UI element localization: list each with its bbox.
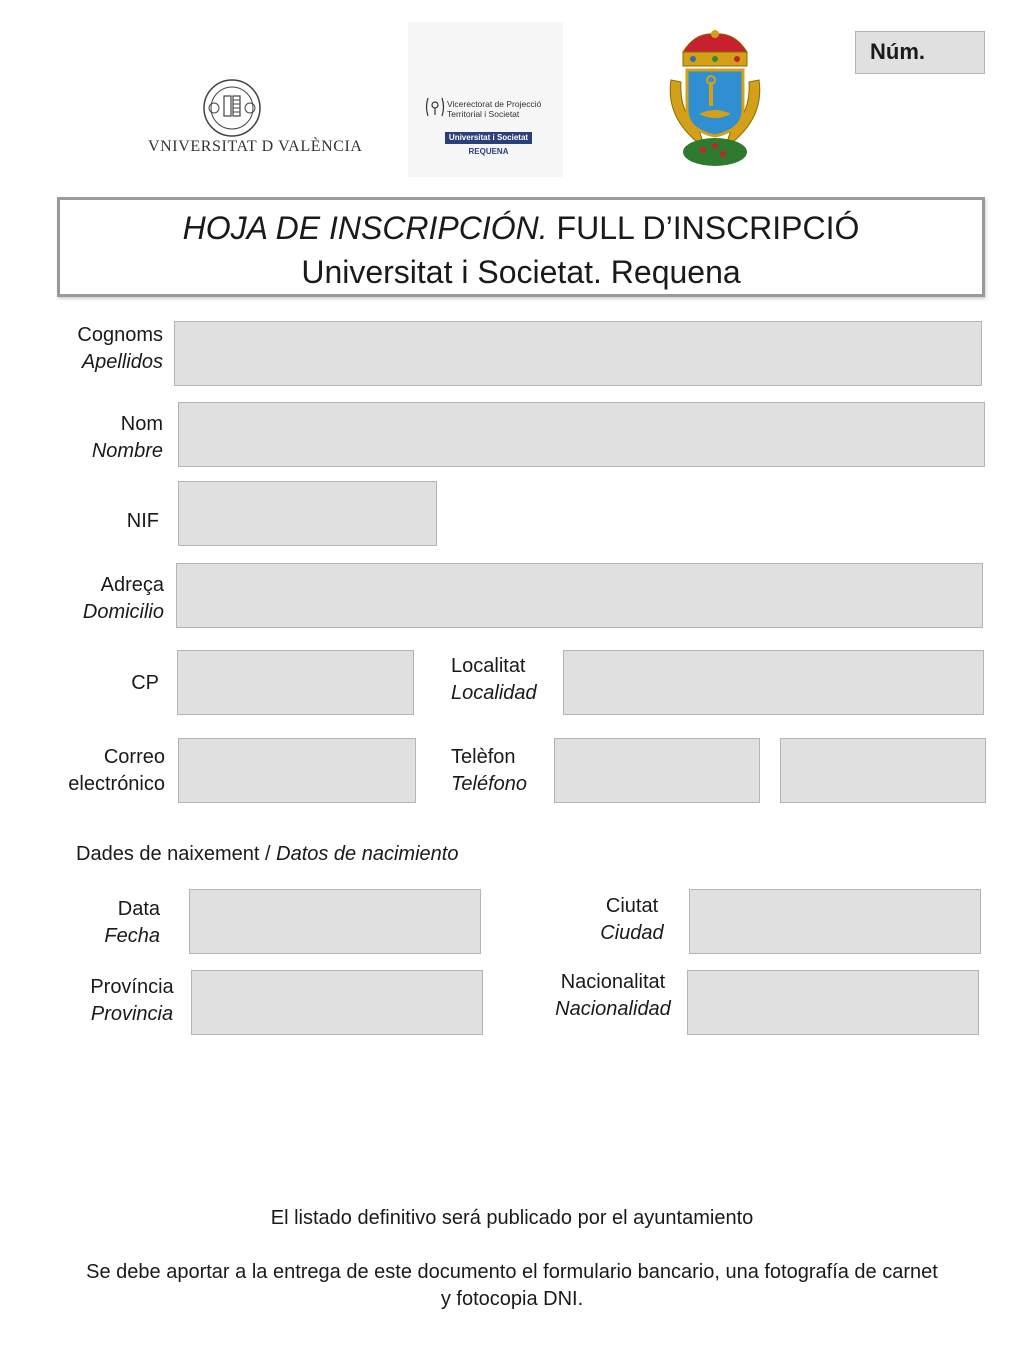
form-title — [57, 197, 985, 297]
adreca-input[interactable] — [176, 563, 983, 628]
correo-input[interactable] — [178, 738, 416, 803]
birth-heading: Dades de naixement / Datos de nacimiento — [76, 843, 459, 865]
ciutat-input[interactable] — [689, 889, 981, 954]
vicerectorat-bar: Universitat i Societat — [445, 132, 532, 144]
data-label: Data Fecha — [104, 898, 160, 947]
footer-note-2: Se debe aportar a la entrega de este documento el formulario bancario, una fotografía de carnet — [86, 1261, 938, 1283]
university-name: VNIVERSITAT D VALÈNCIA — [148, 138, 363, 155]
cognoms-label: Cognoms Apellidos — [77, 324, 163, 373]
registration-number-box[interactable]: Núm. — [855, 31, 985, 74]
cognoms-input[interactable] — [174, 321, 982, 386]
footer-note-1: El listado definitivo será publicado por el ayuntamiento — [270, 1207, 754, 1229]
provincia-input[interactable] — [191, 970, 483, 1035]
nom-label: Nom Nombre — [91, 413, 163, 462]
telefon-input-1[interactable] — [554, 738, 760, 803]
title-line1 — [60, 206, 982, 250]
telefon-input-2[interactable] — [780, 738, 986, 803]
nacionalitat-label: Nacionalitat Nacionalidad — [555, 971, 671, 1020]
vicerectorat-line1: Vicerectorat de Projecció — [447, 99, 542, 109]
title-line2: Universitat i Societat. Requena — [301, 254, 741, 290]
title-spanish: HOJA DE INSCRIPCIÓN. — [182, 210, 548, 246]
correo-label: Correo electrónico — [68, 746, 165, 795]
ciutat-label: Ciutat Ciudad — [600, 895, 664, 944]
adreca-label: Adreça Domicilio — [82, 574, 164, 623]
cp-label: CP — [131, 672, 159, 694]
nacionalitat-input[interactable] — [687, 970, 979, 1035]
vicerectorat-sub: REQUENA — [468, 147, 509, 156]
nif-label: NIF — [126, 510, 159, 532]
title-catalan: FULL D’INSCRIPCIÓ — [556, 210, 860, 246]
localitat-input[interactable] — [563, 650, 984, 715]
vicerectorat-line2: Territorial i Societat — [447, 109, 520, 119]
requena-coat-of-arms-icon — [665, 30, 765, 168]
university-seal-icon — [198, 78, 266, 138]
localitat-label: Localitat Localidad — [451, 655, 537, 704]
footer-note-3: y fotocopia DNI. — [440, 1288, 584, 1310]
provincia-label: Província Provincia — [90, 976, 174, 1025]
data-input[interactable] — [189, 889, 481, 954]
nom-input[interactable] — [178, 402, 985, 467]
vicerectorat-symbol-icon — [425, 96, 445, 118]
telefon-label: Telèfon Teléfono — [451, 746, 527, 795]
cp-input[interactable] — [177, 650, 414, 715]
nif-input[interactable] — [178, 481, 437, 546]
